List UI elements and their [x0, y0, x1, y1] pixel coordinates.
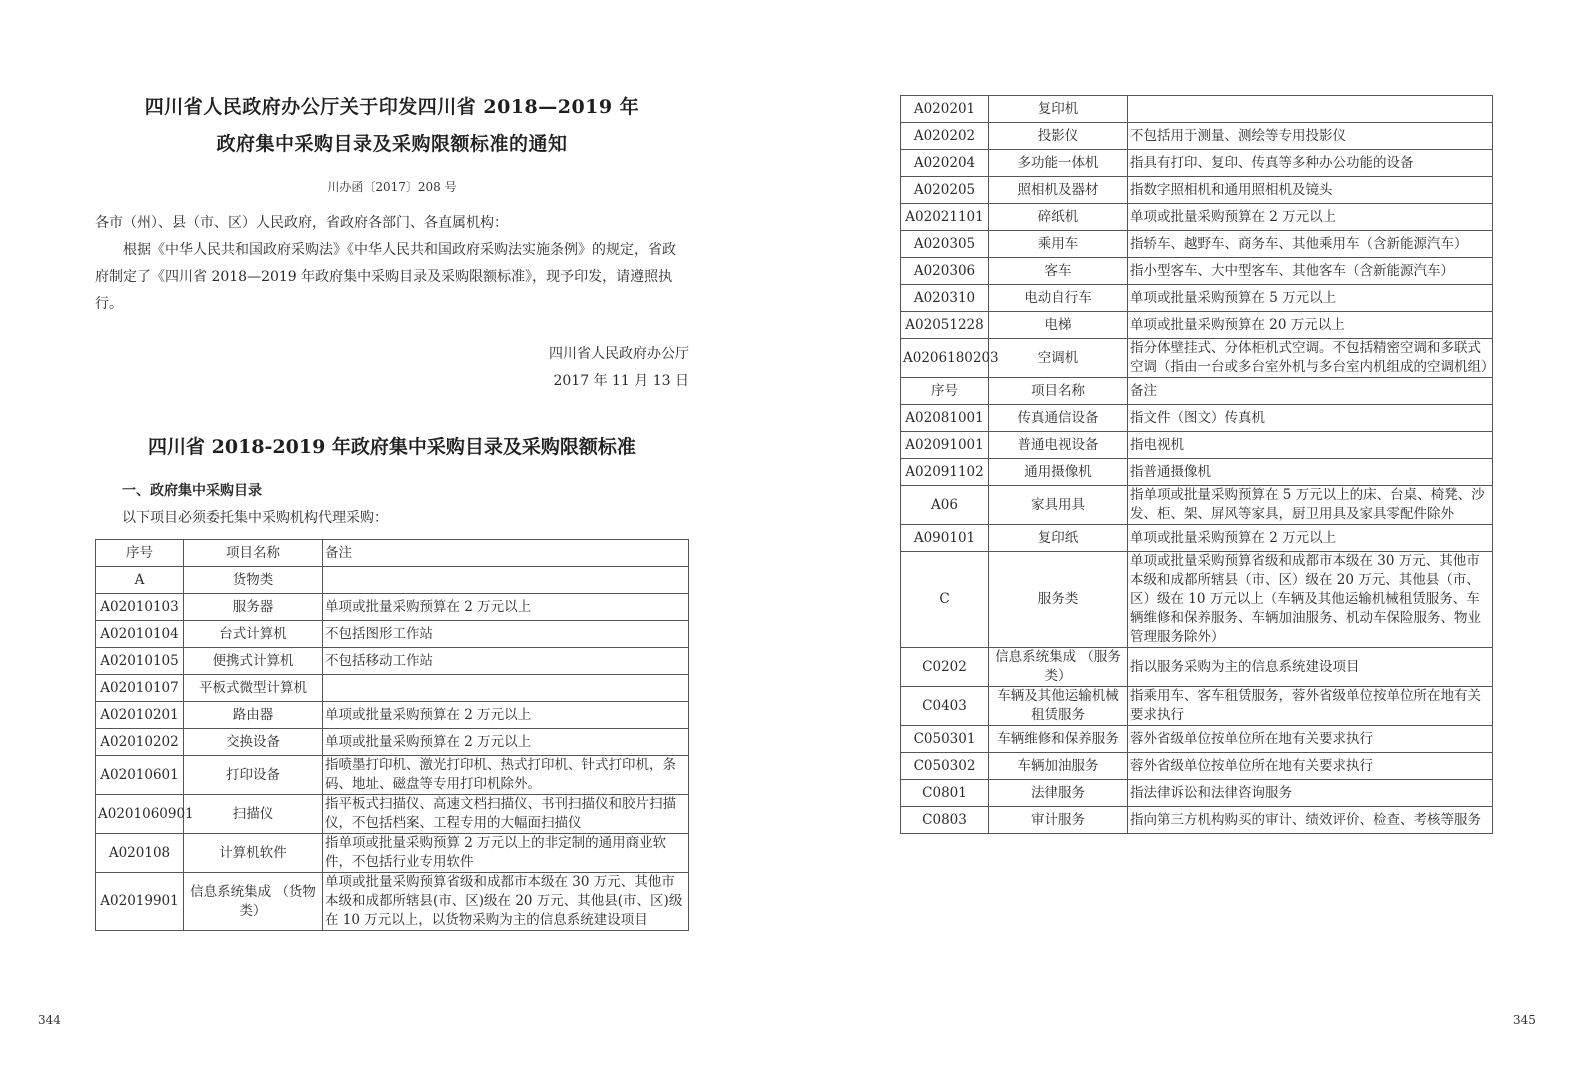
table-row: [901, 96, 1493, 123]
cell-serial: A02019901: [96, 873, 184, 931]
cell-remarks: 指向第三方机构购买的审计、绩效评价、检查、考核等服务: [1128, 807, 1493, 834]
procurement-table-left: [95, 539, 689, 931]
cell-item-name: 信息系统集成 （服务类）: [989, 648, 1128, 687]
table-row: [96, 648, 689, 675]
cell-item-name: 扫描仪: [184, 795, 323, 834]
page-number: 345: [1513, 1013, 1536, 1027]
cell-serial: A0201060901: [96, 795, 184, 834]
cell-serial: A020201: [901, 96, 989, 123]
notice-title-line2: 政府集中采购目录及采购限额标准的通知: [216, 133, 568, 155]
cell-serial: C050301: [901, 726, 989, 753]
cell-item-name: 路由器: [184, 702, 323, 729]
cell-remarks: 单项或批量采购预算在 5 万元以上: [1128, 285, 1493, 312]
cell-serial: A020205: [901, 177, 989, 204]
cell-item-name: 台式计算机: [184, 621, 323, 648]
cell-serial: C0803: [901, 807, 989, 834]
table-row: [901, 177, 1493, 204]
cell-serial: A020310: [901, 285, 989, 312]
cell-item-name: 打印设备: [184, 756, 323, 795]
cell-remarks: [323, 675, 689, 702]
cell-remarks: 指以服务采购为主的信息系统建设项目: [1128, 648, 1493, 687]
cell-item-name: 法律服务: [989, 780, 1128, 807]
table-row: [96, 621, 689, 648]
table-row: [901, 459, 1493, 486]
cell-item-name: 电梯: [989, 312, 1128, 339]
cell-serial: A0206180203: [901, 339, 989, 378]
table-row: [901, 231, 1493, 258]
table-row: [901, 753, 1493, 780]
cell-serial: A02051228: [901, 312, 989, 339]
cell-item-name: 平板式微型计算机: [184, 675, 323, 702]
cell-serial: A020306: [901, 258, 989, 285]
section-heading: 一、政府集中采购目录: [122, 483, 262, 499]
table-row: [901, 258, 1493, 285]
table-row: [901, 405, 1493, 432]
cell-item-name: 交换设备: [184, 729, 323, 756]
notice-title-line1: 四川省人民政府办公厅关于印发四川省 2018—2019 年: [144, 96, 640, 118]
table-row: [901, 687, 1493, 726]
right-page: [793, 0, 1587, 1077]
cell-serial: A020108: [96, 834, 184, 873]
table-row: [96, 729, 689, 756]
cell-remarks: 指乘用车、客车租赁服务，蓉外省级单位按单位所在地有关要求执行: [1128, 687, 1493, 726]
cell-item-name: 车辆及其他运输机械租赁服务: [989, 687, 1128, 726]
table-row: [901, 552, 1493, 648]
header-item-name: 项目名称: [184, 540, 323, 567]
cell-item-name: 客车: [989, 258, 1128, 285]
cell-item-name: 照相机及器材: [989, 177, 1128, 204]
table-row: [96, 756, 689, 795]
cell-serial: A02091102: [901, 459, 989, 486]
cell-item-name: 电动自行车: [989, 285, 1128, 312]
cell-item-name: 服务器: [184, 594, 323, 621]
cell-serial: C050302: [901, 753, 989, 780]
cell-serial: 序号: [901, 378, 989, 405]
cell-item-name: 便携式计算机: [184, 648, 323, 675]
cell-item-name: 车辆维修和保养服务: [989, 726, 1128, 753]
cell-item-name: 投影仪: [989, 123, 1128, 150]
header-remarks: 备注: [323, 540, 689, 567]
cell-item-name: 车辆加油服务: [989, 753, 1128, 780]
cell-remarks: [1128, 96, 1493, 123]
table-row: [96, 675, 689, 702]
cell-remarks: 指文件（图文）传真机: [1128, 405, 1493, 432]
cell-serial: A020202: [901, 123, 989, 150]
cell-serial: A02010601: [96, 756, 184, 795]
cell-item-name: 碎纸机: [989, 204, 1128, 231]
cell-serial: A020204: [901, 150, 989, 177]
cell-remarks: 不包括移动工作站: [323, 648, 689, 675]
table-row: [901, 525, 1493, 552]
cell-item-name: 乘用车: [989, 231, 1128, 258]
cell-remarks: 指单项或批量采购预算在 5 万元以上的床、台桌、椅凳、沙发、柜、架、屏风等家具，厨卫用具及家具零配件除外: [1128, 486, 1493, 525]
cell-item-name: 计算机软件: [184, 834, 323, 873]
table-row: [901, 648, 1493, 687]
cell-remarks: 指平板式扫描仪、高速文档扫描仪、书刊扫描仪和胶片扫描仪，不包括档案、工程专用的大幅面扫描仪: [323, 795, 689, 834]
cell-remarks: 蓉外省级单位按单位所在地有关要求执行: [1128, 753, 1493, 780]
cell-remarks: 单项或批量采购预算在 20 万元以上: [1128, 312, 1493, 339]
document-number: 川办函〔2017〕208 号: [327, 180, 457, 194]
cell-serial: A090101: [901, 525, 989, 552]
table-row: [96, 702, 689, 729]
table-row: [901, 312, 1493, 339]
notice-body: 根据《中华人民共和国政府采购法》《中华人民共和国政府采购法实施条例》的规定，省政府制定了《四川省 2018—2019 年政府集中采购目录及采购限额标准》，现予印发，请遵照执行。: [95, 242, 676, 312]
cell-item-name: 家具用具: [989, 486, 1128, 525]
cell-remarks: 指电视机: [1128, 432, 1493, 459]
cell-serial: C0202: [901, 648, 989, 687]
cell-serial: C0403: [901, 687, 989, 726]
table-row: [96, 567, 689, 594]
table-row: [901, 378, 1493, 405]
cell-remarks: 指喷墨打印机、激光打印机、热式打印机、针式打印机，条码、地址、磁盘等专用打印机除外。: [323, 756, 689, 795]
header-serial: 序号: [96, 540, 184, 567]
cell-serial: A06: [901, 486, 989, 525]
table-row: [901, 150, 1493, 177]
cell-serial: C: [901, 552, 989, 648]
cell-remarks: 指单项或批量采购预算 2 万元以上的非定制的通用商业软件，不包括行业专用软件: [323, 834, 689, 873]
cell-remarks: 单项或批量采购预算在 2 万元以上: [323, 594, 689, 621]
cell-item-name: 信息系统集成 （货物类）: [184, 873, 323, 931]
table-row: [901, 204, 1493, 231]
cell-serial: A02010201: [96, 702, 184, 729]
signature-org: 四川省人民政府办公厅: [549, 346, 689, 362]
cell-remarks: 单项或批量采购预算在 2 万元以上: [1128, 525, 1493, 552]
signature-date: 2017 年 11 月 13 日: [553, 373, 689, 389]
left-page: [0, 0, 793, 1077]
cell-item-name: 复印机: [989, 96, 1128, 123]
cell-item-name: 服务类: [989, 552, 1128, 648]
standard-title: 四川省 2018-2019 年政府集中采购目录及采购限额标准: [148, 436, 636, 458]
table-row: [96, 795, 689, 834]
cell-item-name: 传真通信设备: [989, 405, 1128, 432]
cell-remarks: 指轿车、越野车、商务车、其他乘用车（含新能源汽车）: [1128, 231, 1493, 258]
table-row: [901, 486, 1493, 525]
cell-remarks: 指法律诉讼和法律咨询服务: [1128, 780, 1493, 807]
cell-item-name: 通用摄像机: [989, 459, 1128, 486]
cell-remarks: 单项或批量采购预算省级和成都市本级在 30 万元、其他市本级和成都所辖县（市、区）级在 20 万元、其他县（市、区）级在 10 万元以上（车辆及其他运输机械租赁服务、车辆维修和保养服务、车辆加油服务、机动车保险服务、物业管理服务除外）: [1128, 552, 1493, 648]
cell-serial: A020305: [901, 231, 989, 258]
page-number: 344: [38, 1013, 61, 1027]
cell-item-name: 审计服务: [989, 807, 1128, 834]
cell-remarks: 不包括用于测量、测绘等专用投影仪: [1128, 123, 1493, 150]
cell-serial: A: [96, 567, 184, 594]
cell-remarks: 单项或批量采购预算省级和成都市本级在 30 万元、其他市本级和成都所辖县(市、区)级在 20 万元、其他县(市、区)级在 10 万元以上，以货物采购为主的信息系统建设项目: [323, 873, 689, 931]
section-intro: 以下项目必须委托集中采购机构代理采购：: [122, 510, 388, 526]
cell-remarks: 指具有打印、复印、传真等多种办公功能的设备: [1128, 150, 1493, 177]
cell-item-name: 空调机: [989, 339, 1128, 378]
cell-remarks: 指普通摄像机: [1128, 459, 1493, 486]
cell-serial: C0801: [901, 780, 989, 807]
table-row: [901, 123, 1493, 150]
table-row: [901, 285, 1493, 312]
cell-serial: A02010104: [96, 621, 184, 648]
table-row: [901, 807, 1493, 834]
cell-serial: A02091001: [901, 432, 989, 459]
cell-remarks: 单项或批量采购预算在 2 万元以上: [1128, 204, 1493, 231]
cell-remarks: 指小型客车、大中型客车、其他客车（含新能源汽车）: [1128, 258, 1493, 285]
cell-remarks: 单项或批量采购预算在 2 万元以上: [323, 729, 689, 756]
cell-item-name: 项目名称: [989, 378, 1128, 405]
cell-serial: A02010202: [96, 729, 184, 756]
cell-remarks: 蓉外省级单位按单位所在地有关要求执行: [1128, 726, 1493, 753]
cell-remarks: 不包括图形工作站: [323, 621, 689, 648]
cell-serial: A02010103: [96, 594, 184, 621]
table-row: [901, 432, 1493, 459]
cell-item-name: 复印纸: [989, 525, 1128, 552]
procurement-table-right: [900, 95, 1493, 834]
table-row: [96, 594, 689, 621]
cell-remarks: 指数字照相机和通用照相机及镜头: [1128, 177, 1493, 204]
table-header-row: [96, 540, 689, 567]
table-row: [901, 726, 1493, 753]
cell-item-name: 多功能一体机: [989, 150, 1128, 177]
cell-item-name: 普通电视设备: [989, 432, 1128, 459]
cell-remarks: 单项或批量采购预算在 2 万元以上: [323, 702, 689, 729]
cell-serial: A02021101: [901, 204, 989, 231]
table-row: [901, 780, 1493, 807]
cell-remarks: [323, 567, 689, 594]
cell-serial: A02010107: [96, 675, 184, 702]
table-row: [96, 834, 689, 873]
cell-item-name: 货物类: [184, 567, 323, 594]
cell-serial: A02081001: [901, 405, 989, 432]
cell-serial: A02010105: [96, 648, 184, 675]
cell-remarks: 备注: [1128, 378, 1493, 405]
cell-remarks: 指分体壁挂式、分体柜机式空调。不包括精密空调和多联式空调（指由一台或多台室外机与多台室内机组成的空调机组）: [1128, 339, 1493, 378]
addressee: 各市（州）、县（市、区）人民政府，省政府各部门、各直属机构：: [95, 215, 508, 231]
table-row: [96, 873, 689, 931]
table-row: [901, 339, 1493, 378]
